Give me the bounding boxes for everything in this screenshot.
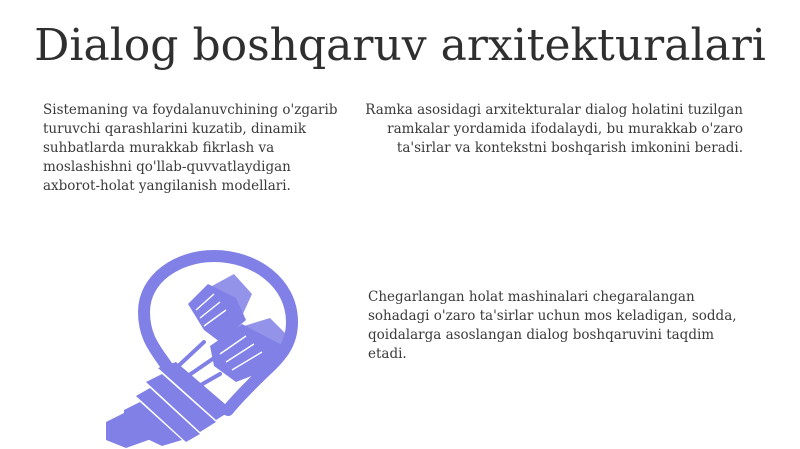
lightbulb-with-book-icon <box>96 250 316 449</box>
text-block-bottom: Chegarlangan holat mashinalari chegaralangan sohadagi o'zaro ta'sirlar uchun mos keladigan, sodda, qoidalarga asoslangan dialog boshqaruvini taqdim etadi. <box>368 289 737 362</box>
text-block-right: Ramka asosidagi arxitekturalar dialog holatini tuzilgan ramkalar yordamida ifodalaydi, bu murakkab o'zaro ta'sirlar va kontekstni boshqarish imkonini beradi. <box>365 102 743 156</box>
text-block-left: Sistemaning va foydalanuvchining o'zgarib turuvchi qarashlarini kuzatib, dinamik suhbatlarda murakkab fikrlash va moslashishni qo'llab-quvvatlaydigan axborot-holat yangilanish modellari. <box>43 102 338 194</box>
slide-title: Dialog boshqaruv arxitekturalari <box>34 20 766 71</box>
